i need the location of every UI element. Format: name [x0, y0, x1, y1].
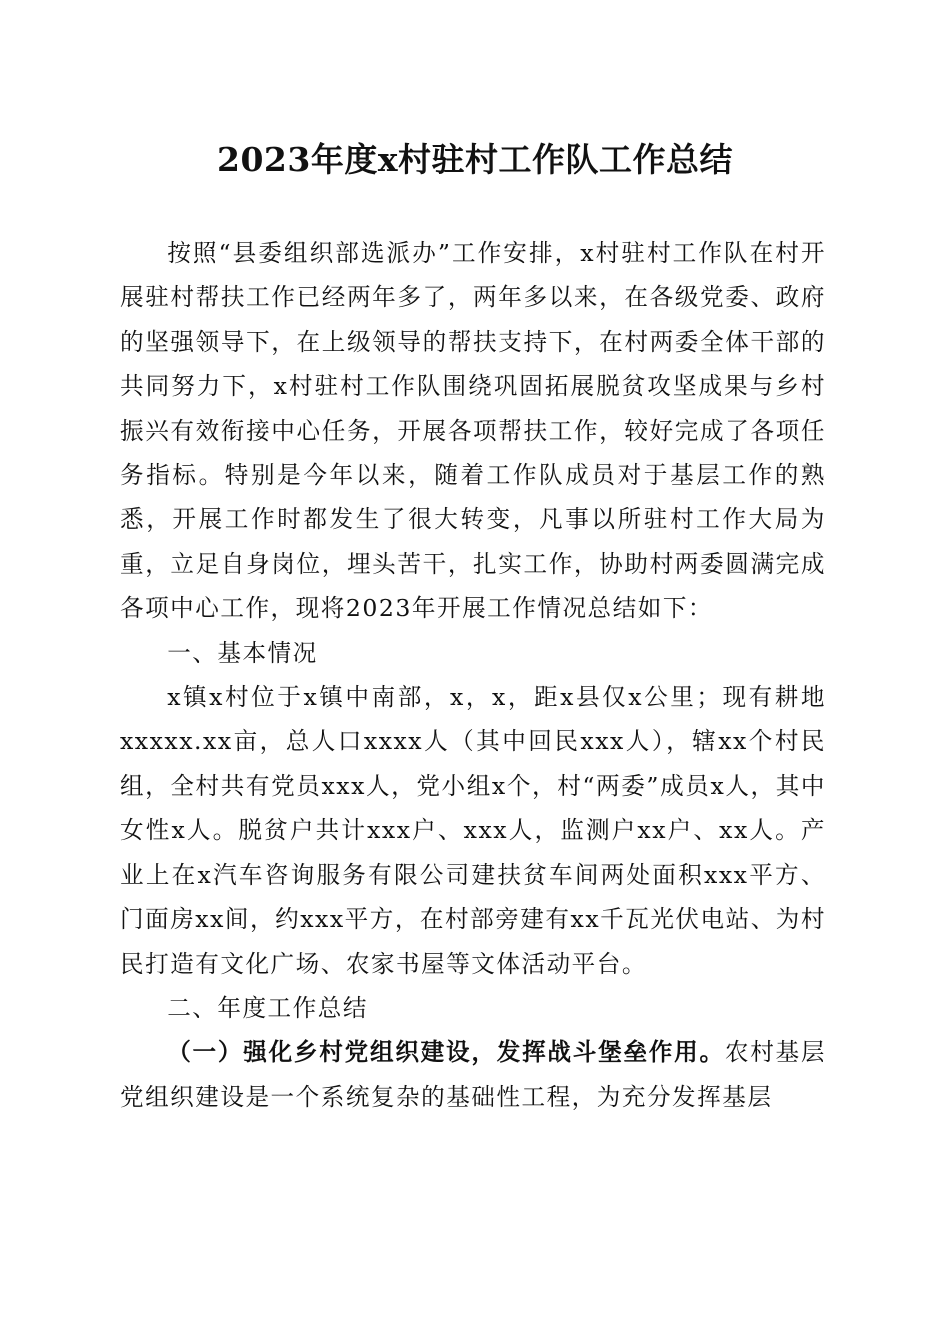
- subsection-heading-party-building: （一）强化乡村党组织建设，发挥战斗堡垒作用。: [167, 1038, 725, 1067]
- document-title: 2023年度x村驻村工作队工作总结: [216, 140, 734, 179]
- annual-summary-paragraph: [120, 1030, 826, 1119]
- basic-info-paragraph: x镇x村位于x镇中南部，x，x，距x县仅x公里；现有耕地xxxxx.xx亩，总人口xxxx人（其中回民xxx人），辖xx个村民组，全村共有党员xxx人，党小组x个，村“两委”成员x人，其中女性x人。脱贫户共计xxx户、xxx人，监测户xx户、xx人。产业上在x汽车咨询服务有限公司建扶贫车间两处面积xxx平方、门面房xx间，约xxx平方，在村部旁建有xx千瓦光伏电站、为村民打造有文化广场、农家书屋等文体活动平台。: [120, 683, 826, 978]
- section-heading-basic-info: 一、基本情况: [167, 638, 318, 667]
- document-body: [120, 231, 826, 1119]
- section-heading-annual-summary: 二、年度工作总结: [167, 993, 368, 1022]
- subsection-text: 农村基层党组织建设是一个系统复杂的基础性工程，为充分发挥基层: [120, 1038, 826, 1111]
- intro-paragraph: 按照“县委组织部选派办”工作安排，x村驻村工作队在村开展驻村帮扶工作已经两年多了，两年多以来，在各级党委、政府的坚强领导下，在上级领导的帮扶支持下，在村两委全体干部的共同努力下，x村驻村工作队围绕巩固拓展脱贫攻坚成果与乡村振兴有效衔接中心任务，开展各项帮扶工作，较好完成了各项任务指标。特别是今年以来，随着工作队成员对于基层工作的熟悉，开展工作时都发生了很大转变，凡事以所驻村工作大局为重，立足自身岗位，埋头苦干，扎实工作，协助村两委圆满完成各项中心工作，现将2023年开展工作情况总结如下：: [120, 239, 826, 623]
